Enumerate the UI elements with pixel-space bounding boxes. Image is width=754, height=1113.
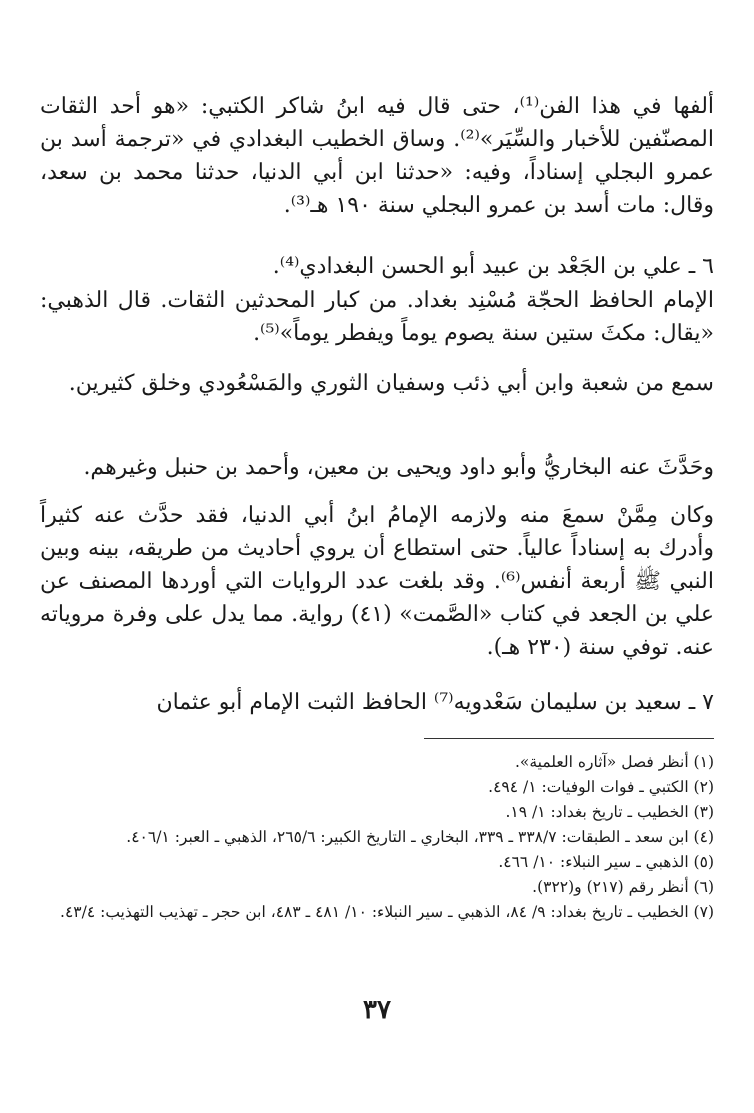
- paragraph: ألفها في هذا الفن⁽¹⁾، حتى قال فيه ابنُ شاكر الكتبي: «هو أحد الثقات المصنّفين للأخبار والسِّيَر»⁽²⁾. وساق الخطيب البغدادي في «ترجمة أسد بن عمرو البجلي إسناداً، وفيه: «حدثنا ابن أبي الدنيا، حدثنا محمد بن سعد، وقال: مات أسد بن عمرو البجلي سنة ١٩٠ هـ⁽³⁾.: [40, 94, 715, 218]
- footnotes: [40, 750, 714, 925]
- footnote: (٦) أنظر رقم (٢١٧) و(٣٢٢).: [532, 878, 714, 896]
- paragraph: سمع من شعبة وابن أبي ذئب وسفيان الثوري والمَسْعُودي وخلق كثيرين.: [68, 371, 714, 396]
- footnote: (١) أنظر فصل «آثاره العلمية».: [514, 753, 714, 771]
- footnote: (٧) الخطيب ـ تاريخ بغداد: ٩/ ٨٤، الذهبي ـ سير النبلاء: ١٠/ ٤٨١ ـ ٤٨٣، ابن حجر ـ تهذيب التهذيب: ٤٣/٤.: [60, 903, 714, 921]
- page-number: ٣٧: [363, 995, 391, 1025]
- footnote-divider: [424, 738, 714, 739]
- paragraph: وحَدَّثَ عنه البخاريُّ وأبو داود ويحيى بن معين، وأحمد بن حنبل وغيرهم.: [83, 455, 714, 480]
- footnote: (٢) الكتبي ـ فوات الوفيات: ١/ ٤٩٤.: [488, 778, 714, 796]
- paragraph: الإمام الحافظ الحجّة مُسْنِد بغداد. من كبار المحدثين الثقات. قال الذهبي: «يقال: مكثَ ستين سنة يصوم يوماً ويفطر يوماً»⁽⁵⁾.: [40, 288, 714, 346]
- book-page: [40, 0, 714, 1113]
- footnote: (٤) ابن سعد ـ الطبقات: ٣٣٨/٧ ـ ٣٣٩، البخاري ـ التاريخ الكبير: ٢٦٥/٦، الذهبي ـ العبر: ٤٠٦/١.: [126, 828, 714, 846]
- entry-heading: ٦ ـ علي بن الجَعْد بن عبيد أبو الحسن البغدادي⁽⁴⁾.: [272, 254, 714, 279]
- entry-heading: ٧ ـ سعيد بن سليمان سَعْدويه⁽⁷⁾ الحافظ الثبت الإمام أبو عثمان: [156, 690, 714, 715]
- footnote: (٣) الخطيب ـ تاريخ بغداد: ١/ ١٩.: [505, 803, 714, 821]
- footnote: (٥) الذهبي ـ سير النبلاء: ١٠/ ٤٦٦.: [498, 853, 714, 871]
- paragraph: وكان مِمَّنْ سمعَ منه ولازمه الإمامُ ابنُ أبي الدنيا، فقد حدَّث عنه كثيراً وأدرك به إسناداً عالياً. حتى استطاع أن يروي أحاديث من طريقه، بينه وبين النبي ﷺ أربعة أنفس⁽⁶⁾. وقد بلغت عدد الروايات التي أوردها المصنف عن علي بن الجعد في كتاب «الصَّمت» (٤١) رواية. مما يدل على وفرة مروياته عنه. توفي سنة (٢٣٠ هـ).: [40, 503, 714, 660]
